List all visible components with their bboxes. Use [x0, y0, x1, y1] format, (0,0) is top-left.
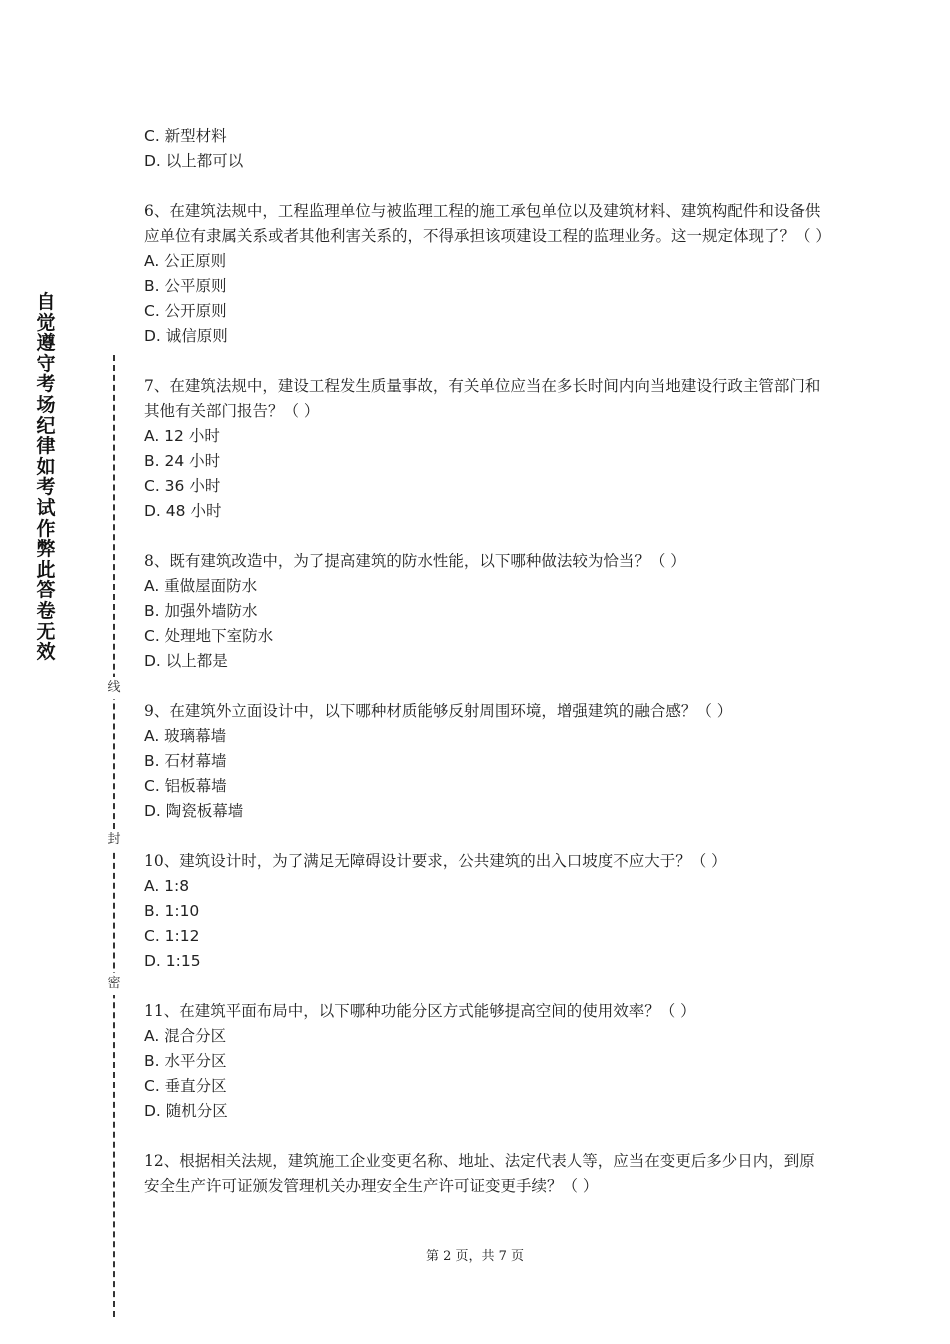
option-d: D. 诚信原则 [144, 327, 228, 345]
question-stem: 11、在建筑平面布局中，以下哪种功能分区方式能够提高空间的使用效率？（ ） [144, 1002, 696, 1020]
option-d: D. 以上都是 [144, 652, 228, 670]
option-a: A. 玻璃幕墙 [144, 727, 227, 745]
question-content [144, 124, 831, 1199]
option-a: A. 12 小时 [144, 427, 220, 445]
question-7 [144, 374, 824, 524]
question-11 [144, 999, 824, 1124]
option-c: C. 36 小时 [144, 477, 221, 495]
option-b: B. 石材幕墙 [144, 752, 227, 770]
option-5-d: D. 以上都可以 [144, 152, 244, 170]
option-a: A. 混合分区 [144, 1027, 227, 1045]
option-c: C. 1:12 [144, 927, 200, 945]
option-a: A. 公正原则 [144, 252, 227, 270]
option-c: C. 铝板幕墙 [144, 777, 227, 795]
option-b: B. 加强外墙防水 [144, 602, 258, 620]
question-stem: 8、既有建筑改造中，为了提高建筑的防水性能，以下哪种做法较为恰当？（ ） [144, 552, 686, 570]
option-b: B. 24 小时 [144, 452, 221, 470]
page-number-footer: 第 2 页，共 7 页 [425, 1249, 525, 1264]
option-b: B. 水平分区 [144, 1052, 227, 1070]
question-stem: 12、根据相关法规，建筑施工企业变更名称、地址、法定代表人等，应当在变更后多少日内，到原安全生产许可证颁发管理机关办理安全生产许可证变更手续？（ ） [144, 1152, 815, 1195]
option-c: C. 处理地下室防水 [144, 627, 274, 645]
exam-discipline-notice: 自 觉 遵 守 考 场 纪 律 如 考 试 作 弊 此 答 卷 无 效 [36, 291, 56, 664]
option-d: D. 随机分区 [144, 1102, 228, 1120]
option-d: D. 48 小时 [144, 502, 222, 520]
option-d: D. 1:15 [144, 952, 201, 970]
question-10 [144, 849, 824, 974]
question-stem: 6、在建筑法规中，工程监理单位与被监理工程的施工承包单位以及建筑材料、建筑构配件和设备供应单位有隶属关系或者其他利害关系的，不得承担该项建设工程的监理业务。这一规定体现了？（ ） [144, 202, 831, 245]
question-12 [144, 1149, 824, 1199]
question-stem: 9、在建筑外立面设计中，以下哪种材质能够反射周围环境，增强建筑的融合感？（ ） [144, 702, 733, 720]
option-c: C. 垂直分区 [144, 1077, 227, 1095]
option-b: B. 1:10 [144, 902, 200, 920]
question-8 [144, 549, 824, 674]
question-9 [144, 699, 824, 824]
option-a: A. 1:8 [144, 877, 190, 895]
option-b: B. 公平原则 [144, 277, 227, 295]
option-5-c: C. 新型材料 [144, 127, 227, 145]
option-d: D. 陶瓷板幕墙 [144, 802, 244, 820]
option-a: A. 重做屋面防水 [144, 577, 258, 595]
question-6 [144, 199, 831, 349]
question-stem: 10、建筑设计时，为了满足无障碍设计要求，公共建筑的出入口坡度不应大于？（ ） [144, 852, 727, 870]
binding-label-secret: 密 [104, 973, 124, 995]
binding-label-seal: 封 [104, 829, 124, 851]
binding-label-line: 线 [104, 677, 124, 699]
option-c: C. 公开原则 [144, 302, 227, 320]
question-stem: 7、在建筑法规中，建设工程发生质量事故，有关单位应当在多长时间内向当地建设行政主管部门和其他有关部门报告？（ ） [144, 377, 821, 420]
